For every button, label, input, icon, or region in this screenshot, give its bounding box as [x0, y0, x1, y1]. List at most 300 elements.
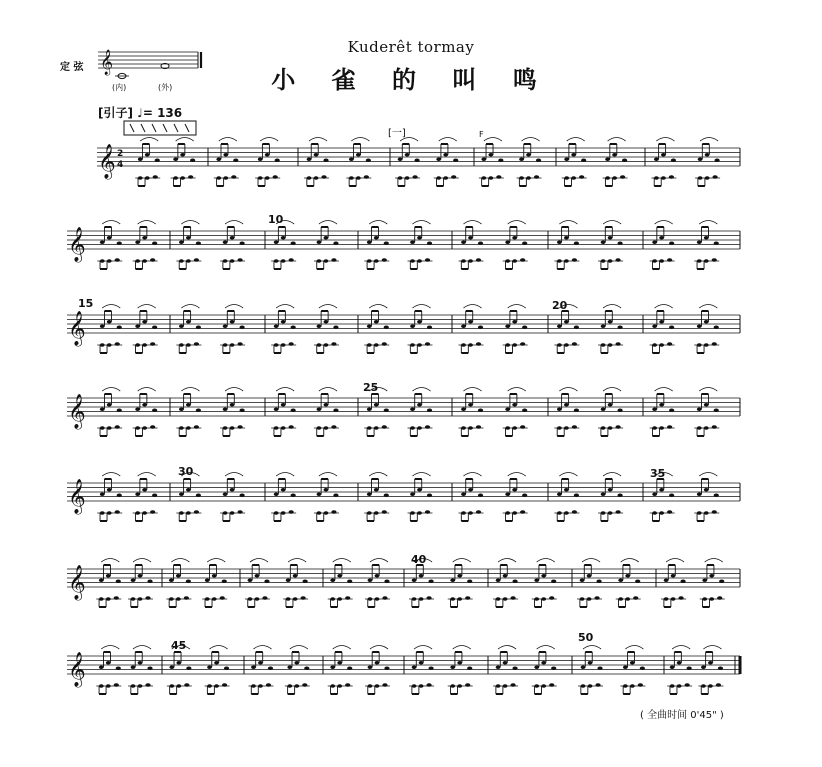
note-head	[230, 488, 235, 492]
note-head	[138, 661, 143, 665]
note-head	[317, 324, 322, 328]
note-head	[274, 407, 279, 411]
note-head	[240, 493, 245, 497]
note-head	[630, 661, 635, 665]
note-head	[281, 403, 286, 407]
slur	[133, 559, 151, 563]
note-head	[512, 403, 517, 407]
note-head	[264, 579, 269, 583]
note-head	[512, 666, 517, 670]
note-head	[374, 320, 379, 324]
note-head	[571, 153, 576, 157]
note-head	[294, 661, 299, 665]
slur	[210, 646, 228, 650]
note-head	[635, 579, 640, 583]
note-head	[601, 240, 606, 244]
slur	[260, 138, 278, 142]
slur	[181, 388, 199, 392]
note-head	[405, 153, 410, 157]
treble-clef-icon: 𝄞	[98, 144, 116, 179]
slur	[333, 559, 351, 563]
bowing-mark	[130, 124, 134, 132]
note-head	[704, 236, 709, 240]
note-head	[601, 407, 606, 411]
slur	[138, 388, 156, 392]
note-head	[100, 240, 105, 244]
note-head	[330, 665, 335, 669]
note-head	[496, 665, 501, 669]
slur	[699, 305, 717, 309]
slur	[101, 646, 119, 650]
slur	[253, 646, 271, 650]
slur	[508, 305, 526, 309]
slur	[309, 138, 327, 142]
note-head	[704, 320, 709, 324]
note-head	[587, 574, 592, 578]
note-head	[223, 153, 228, 157]
note-head	[233, 158, 238, 162]
note-head	[333, 325, 338, 329]
note-head	[317, 492, 322, 496]
note-head	[287, 665, 292, 669]
note-head	[131, 665, 136, 669]
note-head	[417, 488, 422, 492]
note-head	[265, 153, 270, 157]
slur	[508, 473, 526, 477]
note-head	[461, 407, 466, 411]
note-head	[496, 578, 501, 582]
note-head	[107, 403, 112, 407]
note-head	[702, 578, 707, 582]
treble-clef-icon: 𝄞	[68, 311, 86, 346]
slur	[464, 221, 482, 225]
note-head	[671, 158, 676, 162]
note-head	[522, 493, 527, 497]
note-head	[608, 488, 613, 492]
slur	[603, 473, 621, 477]
slur	[319, 388, 337, 392]
slur	[656, 138, 674, 142]
slur	[608, 138, 626, 142]
note-head	[223, 240, 228, 244]
note-head	[541, 574, 546, 578]
tempo-marking: ♩= 136	[137, 106, 183, 120]
measure-number: 40	[411, 553, 427, 566]
note-head	[258, 661, 263, 665]
note-head	[457, 574, 462, 578]
note-head	[505, 492, 510, 496]
note-head	[412, 665, 417, 669]
slur	[219, 138, 237, 142]
slur	[672, 646, 690, 650]
slur	[276, 305, 294, 309]
note-head	[659, 236, 664, 240]
note-head	[687, 666, 692, 670]
note-head	[714, 241, 719, 245]
note-head	[719, 579, 724, 583]
note-head	[457, 661, 462, 665]
note-head	[223, 407, 228, 411]
slur	[171, 559, 189, 563]
note-head	[384, 325, 389, 329]
note-head	[519, 157, 524, 161]
note-head	[428, 579, 433, 583]
note-head	[488, 153, 493, 157]
note-head	[715, 158, 720, 162]
note-head	[138, 157, 143, 161]
slur	[625, 646, 643, 650]
tuning-inner-label: (内)	[112, 83, 127, 92]
note-head	[230, 320, 235, 324]
slur	[582, 559, 600, 563]
note-head	[117, 325, 122, 329]
note-head	[117, 408, 122, 412]
note-head	[588, 661, 593, 665]
note-head	[173, 157, 178, 161]
tuning-label: 定 弦	[60, 62, 84, 73]
note-head	[522, 325, 527, 329]
note-head	[652, 240, 657, 244]
note-head	[179, 324, 184, 328]
note-head	[512, 579, 517, 583]
slur	[413, 388, 431, 392]
note-head	[419, 574, 424, 578]
measure-number: 25	[363, 381, 379, 394]
note-head	[255, 574, 260, 578]
bowing-mark	[163, 124, 167, 132]
note-head	[367, 240, 372, 244]
note-head	[142, 403, 147, 407]
dynamic-marking: F	[479, 130, 484, 139]
note-head	[608, 403, 613, 407]
slur	[705, 559, 723, 563]
slur	[508, 388, 526, 392]
note-head	[478, 325, 483, 329]
note-head	[286, 578, 291, 582]
measure-number: 45	[171, 639, 187, 652]
bowing-mark	[141, 124, 145, 132]
note-head	[333, 493, 338, 497]
note-head	[669, 241, 674, 245]
note-head	[427, 325, 432, 329]
note-head	[324, 236, 329, 240]
note-head	[467, 666, 472, 670]
note-head	[618, 578, 623, 582]
note-head	[317, 240, 322, 244]
note-head	[384, 408, 389, 412]
note-head	[281, 320, 286, 324]
slur	[559, 388, 577, 392]
note-head	[186, 236, 191, 240]
slur	[319, 473, 337, 477]
note-head	[317, 407, 322, 411]
slur	[498, 646, 516, 650]
note-head	[557, 324, 562, 328]
measure-number: 20	[552, 299, 568, 312]
note-head	[251, 665, 256, 669]
note-head	[314, 153, 319, 157]
note-head	[557, 492, 562, 496]
note-head	[337, 574, 342, 578]
slur	[603, 305, 621, 309]
note-head	[293, 574, 298, 578]
note-head	[708, 661, 713, 665]
note-head	[100, 492, 105, 496]
note-head	[304, 666, 309, 670]
slur	[537, 646, 555, 650]
note-head	[597, 666, 602, 670]
note-head	[697, 240, 702, 244]
note-head	[481, 157, 486, 161]
note-head	[374, 488, 379, 492]
note-head	[135, 240, 140, 244]
slur	[484, 138, 502, 142]
slur	[559, 305, 577, 309]
note-head	[216, 157, 221, 161]
note-head	[468, 236, 473, 240]
note-head	[640, 666, 645, 670]
slur	[464, 388, 482, 392]
note-head	[652, 492, 657, 496]
slur	[250, 559, 268, 563]
slur	[413, 221, 431, 225]
measure-number: 30	[178, 465, 194, 478]
treble-clef-icon: 𝄞	[68, 479, 86, 514]
note-head	[176, 574, 181, 578]
slur	[225, 305, 243, 309]
slur	[181, 305, 199, 309]
note-head	[697, 492, 702, 496]
note-head	[186, 666, 191, 670]
note-head	[659, 403, 664, 407]
slur	[181, 473, 199, 477]
note-head	[467, 579, 472, 583]
bowing-mark	[152, 124, 156, 132]
note-head	[417, 320, 422, 324]
note-head	[196, 408, 201, 412]
note-head	[180, 153, 185, 157]
piece-title-latin: Kuderêt tormay	[347, 38, 475, 56]
note-head	[701, 665, 706, 669]
note-head	[534, 665, 539, 669]
note-head	[605, 157, 610, 161]
note-head	[240, 325, 245, 329]
slur	[290, 646, 308, 650]
note-head	[417, 236, 422, 240]
slur	[453, 559, 471, 563]
note-head	[307, 157, 312, 161]
treble-clef-icon: 𝄞	[100, 50, 114, 75]
slur	[400, 138, 418, 142]
slur	[559, 473, 577, 477]
slur	[699, 388, 717, 392]
note-head	[412, 578, 417, 582]
note-head	[618, 325, 623, 329]
note-head	[152, 325, 157, 329]
note-head	[230, 236, 235, 240]
note-head	[574, 241, 579, 245]
note-head	[99, 578, 104, 582]
note-head	[503, 574, 508, 578]
note-head	[375, 574, 380, 578]
note-head	[291, 241, 296, 245]
note-head	[291, 493, 296, 497]
note-head	[106, 661, 111, 665]
note-head	[612, 153, 617, 157]
note-head	[512, 236, 517, 240]
note-head	[557, 240, 562, 244]
note-head	[330, 578, 335, 582]
slur	[369, 388, 387, 392]
slur	[655, 221, 673, 225]
slur	[703, 646, 721, 650]
slur	[176, 138, 194, 142]
measure-number: 10	[268, 213, 284, 226]
note-head	[478, 241, 483, 245]
treble-clef-icon: 𝄞	[68, 652, 86, 687]
note-head	[410, 240, 415, 244]
time-signature-top: 2	[117, 149, 124, 159]
slur	[351, 138, 369, 142]
note-head	[291, 408, 296, 412]
note-head	[625, 574, 630, 578]
slur	[225, 221, 243, 225]
note-head	[680, 579, 685, 583]
slur	[413, 473, 431, 477]
note-head	[274, 492, 279, 496]
note-head	[155, 158, 160, 162]
note-head	[417, 403, 422, 407]
note-head	[281, 488, 286, 492]
note-head	[196, 241, 201, 245]
slur	[225, 473, 243, 477]
note-head	[669, 493, 674, 497]
note-head	[669, 325, 674, 329]
note-head	[274, 240, 279, 244]
slur	[414, 646, 432, 650]
note-head	[505, 324, 510, 328]
note-head	[564, 488, 569, 492]
note-head	[669, 408, 674, 412]
note-head	[581, 158, 586, 162]
bowing-mark	[185, 124, 189, 132]
note-head	[99, 665, 104, 669]
measure-number: 35	[650, 467, 666, 480]
note-head	[698, 157, 703, 161]
note-head	[368, 665, 373, 669]
note-head	[117, 241, 122, 245]
total-duration-note: ( 全曲时间 0'45" )	[640, 710, 724, 721]
note-head	[661, 153, 666, 157]
note-head	[274, 324, 279, 328]
slur	[464, 473, 482, 477]
measure-number: 50	[578, 631, 594, 644]
note-head	[478, 493, 483, 497]
note-head	[468, 488, 473, 492]
bowing-box	[124, 121, 196, 135]
note-head	[135, 324, 140, 328]
note-head	[347, 579, 352, 583]
note-head	[281, 236, 286, 240]
slur	[102, 473, 120, 477]
note-head	[551, 579, 556, 583]
note-head	[205, 578, 210, 582]
note-head	[107, 236, 112, 240]
slur	[140, 138, 158, 142]
slur	[414, 559, 432, 563]
note-head	[450, 665, 455, 669]
note-head	[179, 240, 184, 244]
note-head	[414, 158, 419, 162]
slur	[559, 221, 577, 225]
slur	[621, 559, 639, 563]
note-head	[574, 408, 579, 412]
slur	[138, 221, 156, 225]
note-head	[116, 579, 121, 583]
note-head	[107, 488, 112, 492]
slur	[508, 221, 526, 225]
note-head	[100, 324, 105, 328]
note-head	[654, 157, 659, 161]
note-head	[291, 325, 296, 329]
note-head	[581, 665, 586, 669]
note-head	[186, 488, 191, 492]
note-head	[468, 320, 473, 324]
note-head	[564, 320, 569, 324]
note-head	[574, 493, 579, 497]
slur	[370, 559, 388, 563]
slur	[439, 138, 457, 142]
note-head	[147, 579, 152, 583]
note-head	[714, 493, 719, 497]
treble-clef-icon: 𝄞	[68, 394, 86, 429]
note-head	[214, 661, 219, 665]
note-head	[623, 665, 628, 669]
note-head	[580, 578, 585, 582]
note-head	[536, 158, 541, 162]
measure-number: 15	[78, 297, 94, 310]
slur	[276, 388, 294, 392]
note-head	[659, 488, 664, 492]
note-head	[461, 240, 466, 244]
note-head	[212, 574, 217, 578]
note-head	[608, 320, 613, 324]
note-head	[324, 320, 329, 324]
note-head	[196, 325, 201, 329]
tuning-outer-label: (外)	[158, 83, 173, 92]
note-head	[230, 403, 235, 407]
note-head	[461, 492, 466, 496]
note-head	[574, 325, 579, 329]
note-head	[131, 578, 136, 582]
note-head	[384, 579, 389, 583]
note-head	[347, 666, 352, 670]
note-head	[618, 241, 623, 245]
slur	[138, 473, 156, 477]
note-head	[677, 661, 682, 665]
note-head	[190, 158, 195, 162]
note-head	[337, 661, 342, 665]
note-head	[652, 324, 657, 328]
treble-clef-icon: 𝄞	[68, 227, 86, 262]
slur	[583, 646, 601, 650]
note-head	[222, 579, 227, 583]
note-head	[145, 153, 150, 157]
note-head	[664, 578, 669, 582]
section-marker: [一]	[388, 128, 406, 139]
note-head	[367, 324, 372, 328]
note-head	[410, 492, 415, 496]
